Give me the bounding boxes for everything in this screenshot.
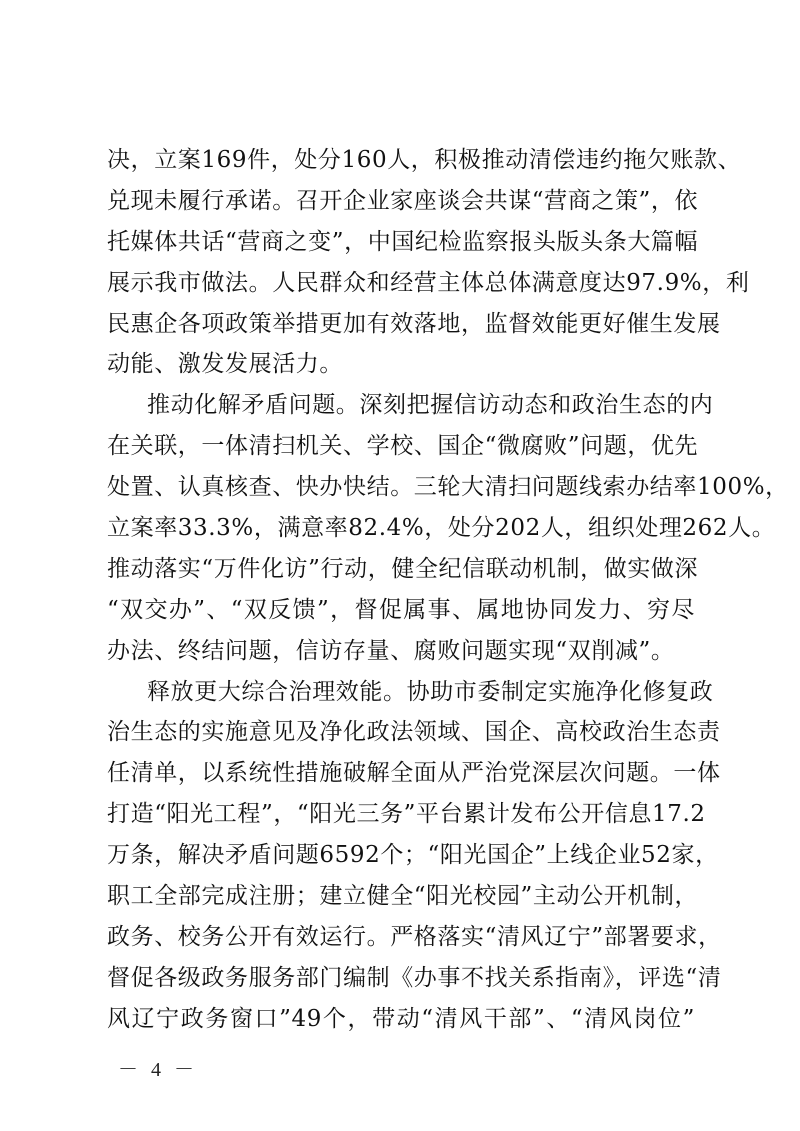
text-line: 职工全部完成注册；建立健全“阳光校园”主动公开机制， xyxy=(107,883,699,910)
text-line: “双交办”、“双反馈”，督促属事、属地协同发力、穷尽 xyxy=(107,596,695,623)
paragraph-heading-line: 释放更大综合治理效能。协助市委制定实施净化修复政 xyxy=(147,678,714,705)
paragraph-heading-line: 推动化解矛盾问题。深刻把握信访动态和政治生态的内 xyxy=(147,392,714,419)
text-line: 督促各级政务服务部门编制《办事不找关系指南》，评选“清 xyxy=(107,964,722,991)
text-line: 立案率33.3%，满意率82.4%，处分202人，组织处理262人。 xyxy=(107,515,776,542)
text-line: 决，立案169件，处分160人，积极推动清偿违约拖欠账款、 xyxy=(107,147,742,173)
text-line: 托媒体共话“营商之变”，中国纪检监察报头版头条大篇幅 xyxy=(107,228,699,255)
text-line: 民惠企各项政策举措更加有效落地，监督效能更好催生发展 xyxy=(107,310,721,337)
text-line: 兑现未履行承诺。召开企业家座谈会共谋“营商之策”，依 xyxy=(107,187,699,214)
text-line: 任清单，以系统性措施破解全面从严治党深层次问题。一体 xyxy=(107,760,721,787)
text-line: 动能、激发发展活力。 xyxy=(107,351,343,378)
text-line: 打造“阳光工程”，“阳光三务”平台累计发布公开信息17.2 xyxy=(107,801,706,828)
text-line: 万条，解决矛盾问题6592个；“阳光国企”上线企业52家， xyxy=(107,842,719,869)
document-body xyxy=(107,140,789,1040)
text-line: 在关联，一体清扫机关、学校、国企“微腐败”问题，优先 xyxy=(107,433,699,460)
text-line: 推动落实“万件化访”行动，健全纪信联动机制，做实做深 xyxy=(107,555,699,582)
text-line: 展示我市做法。人民群众和经营主体总体满意度达97.9%，利 xyxy=(107,269,750,296)
text-line: 治生态的实施意见及净化政法领域、国企、高校政治生态责 xyxy=(107,719,721,746)
text-line: 办法、终结问题，信访存量、腐败问题实现“双削减”。 xyxy=(107,637,675,664)
text-line: 风辽宁政务窗口”49个，带动“清风干部”、“清风岗位” xyxy=(107,1005,695,1032)
text-line: 政务、校务公开有效运行。严格落实“清风辽宁”部署要求， xyxy=(107,923,722,950)
page-number: － 4 － xyxy=(118,1059,198,1081)
text-line: 处置、认真核查、快办快结。三轮大清扫问题线索办结率100%， xyxy=(107,474,789,501)
